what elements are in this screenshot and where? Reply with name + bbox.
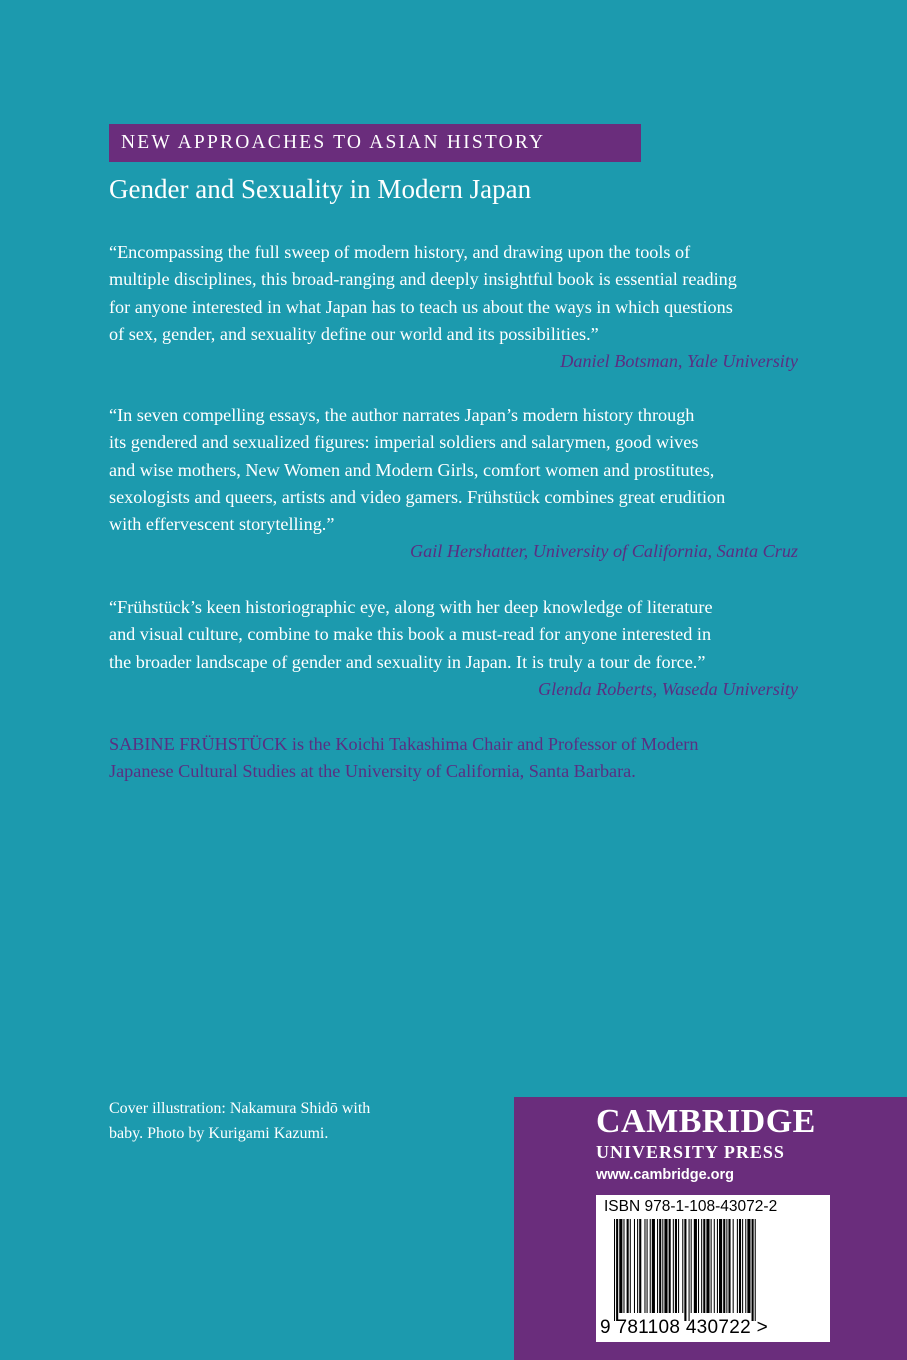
- blurb-line: and wise mothers, New Women and Modern Girls, comfort women and prostitutes,: [109, 459, 715, 480]
- blurb-line: of sex, gender, and sexuality define our world and its possibilities.”: [109, 323, 599, 344]
- publisher-subtitle: UNIVERSITY PRESS: [596, 1142, 785, 1162]
- blurb-attribution: Gail Hershatter, University of California, Santa Cruz: [409, 541, 798, 562]
- author-bio: [109, 731, 698, 786]
- barcode-bar: [614, 1219, 615, 1321]
- publisher-url: www.cambridge.org: [596, 1167, 735, 1183]
- barcode-bar: [747, 1219, 750, 1313]
- barcode-bar: [627, 1219, 629, 1313]
- barcode-bar: [619, 1219, 622, 1313]
- barcode-bar: [634, 1219, 635, 1313]
- barcode-bar: [616, 1219, 618, 1321]
- barcode-bar: [639, 1219, 641, 1313]
- blurb-attribution: Glenda Roberts, Waseda University: [538, 678, 798, 699]
- barcode-bar: [657, 1219, 658, 1313]
- cover-credit-line: baby. Photo by Kurigami Kazumi.: [109, 1125, 329, 1142]
- barcode-bar: [703, 1219, 705, 1313]
- blurb-roberts: [109, 594, 809, 703]
- barcode-bar: [737, 1219, 738, 1313]
- barcode-panel: [596, 1195, 830, 1342]
- barcode-bar: [662, 1219, 663, 1313]
- barcode-bar: [717, 1219, 718, 1313]
- barcode-bar: [630, 1219, 631, 1313]
- author-bio-line: SABINE FRÜHSTÜCK is the Koichi Takashima Chair and Professor of Modern: [109, 734, 699, 754]
- barcode-bar: [752, 1219, 754, 1321]
- series-banner: NEW APPROACHES TO ASIAN HISTORY: [109, 124, 641, 162]
- barcode-bar: [691, 1219, 692, 1313]
- blurb-attribution: Daniel Botsman, Yale University: [560, 351, 798, 372]
- barcode-bar: [694, 1219, 697, 1313]
- barcode-bar: [701, 1219, 702, 1313]
- barcode-bar: [719, 1219, 722, 1313]
- barcode-bar: [745, 1219, 746, 1313]
- barcode-bar: [711, 1219, 712, 1313]
- barcode-bar: [652, 1219, 655, 1313]
- barcode-bar: [755, 1219, 756, 1321]
- barcode-bar: [623, 1219, 624, 1313]
- barcode-bar: [637, 1219, 638, 1313]
- book-title: Gender and Sexuality in Modern Japan: [109, 174, 532, 204]
- blurb-botsman: [109, 239, 809, 375]
- barcode-bar: [678, 1219, 679, 1313]
- blurb-line: its gendered and sexualized figures: imperial soldiers and salarymen, good wives: [109, 432, 699, 453]
- blurb-line: and visual culture, combine to make this book a must-read for anyone interested in: [109, 624, 712, 645]
- blurb-line: the broader landscape of gender and sexuality in Japan. It is truly a tour de force.”: [109, 651, 706, 672]
- barcode-bar: [669, 1219, 671, 1313]
- barcode-bar: [733, 1219, 734, 1313]
- isbn-label: ISBN 978-1-108-43072-2: [604, 1198, 778, 1215]
- blurb-line: “In seven compelling essays, the author narrates Japan’s modern history through: [109, 405, 695, 425]
- blurb-line: sexologists and queers, artists and video gamers. Frühstück combines great erudition: [109, 486, 726, 507]
- barcode-bar: [689, 1219, 690, 1321]
- publisher-name: CAMBRIDGE: [596, 1103, 816, 1140]
- barcode-bar: [675, 1219, 677, 1313]
- blurb-line: for anyone interested in what Japan has to teach us about the ways in which questions: [109, 296, 733, 317]
- barcode-bar: [723, 1219, 725, 1313]
- barcode-bar: [698, 1219, 699, 1313]
- blurb-line: with effervescent storytelling.”: [109, 514, 335, 535]
- barcode-bar: [659, 1219, 661, 1313]
- barcode-bar: [706, 1219, 709, 1313]
- cover-credit-line: Cover illustration: Nakamura Shidō with: [109, 1100, 371, 1117]
- barcode-bar: [682, 1219, 683, 1313]
- barcode-bar: [673, 1219, 674, 1313]
- barcode-digits: 9 781108 430722 >: [600, 1317, 768, 1338]
- cover-credit: [109, 1096, 370, 1146]
- blurb-hershatter: [109, 402, 809, 566]
- blurb-line: “Frühstück’s keen historiographic eye, along with her deep knowledge of literature: [109, 597, 713, 617]
- blurb-line: “Encompassing the full sweep of modern history, and drawing upon the tools of: [109, 242, 691, 262]
- barcode-bar: [742, 1219, 743, 1313]
- barcode-bar: [739, 1219, 741, 1313]
- barcode-bar: [726, 1219, 727, 1313]
- barcode-bar: [644, 1219, 645, 1313]
- barcode-bar: [650, 1219, 651, 1313]
- barcode-bar: [664, 1219, 667, 1313]
- barcode-bar: [684, 1219, 686, 1321]
- blurb-line: multiple disciplines, this broad-ranging and deeply insightful book is essential reading: [109, 269, 737, 290]
- barcode-bar: [728, 1219, 730, 1313]
- publisher-box: [514, 1097, 907, 1360]
- barcode-bar: [714, 1219, 715, 1313]
- barcode-bar: [647, 1219, 648, 1313]
- author-bio-line: Japanese Cultural Studies at the University of California, Santa Barbara.: [109, 761, 636, 782]
